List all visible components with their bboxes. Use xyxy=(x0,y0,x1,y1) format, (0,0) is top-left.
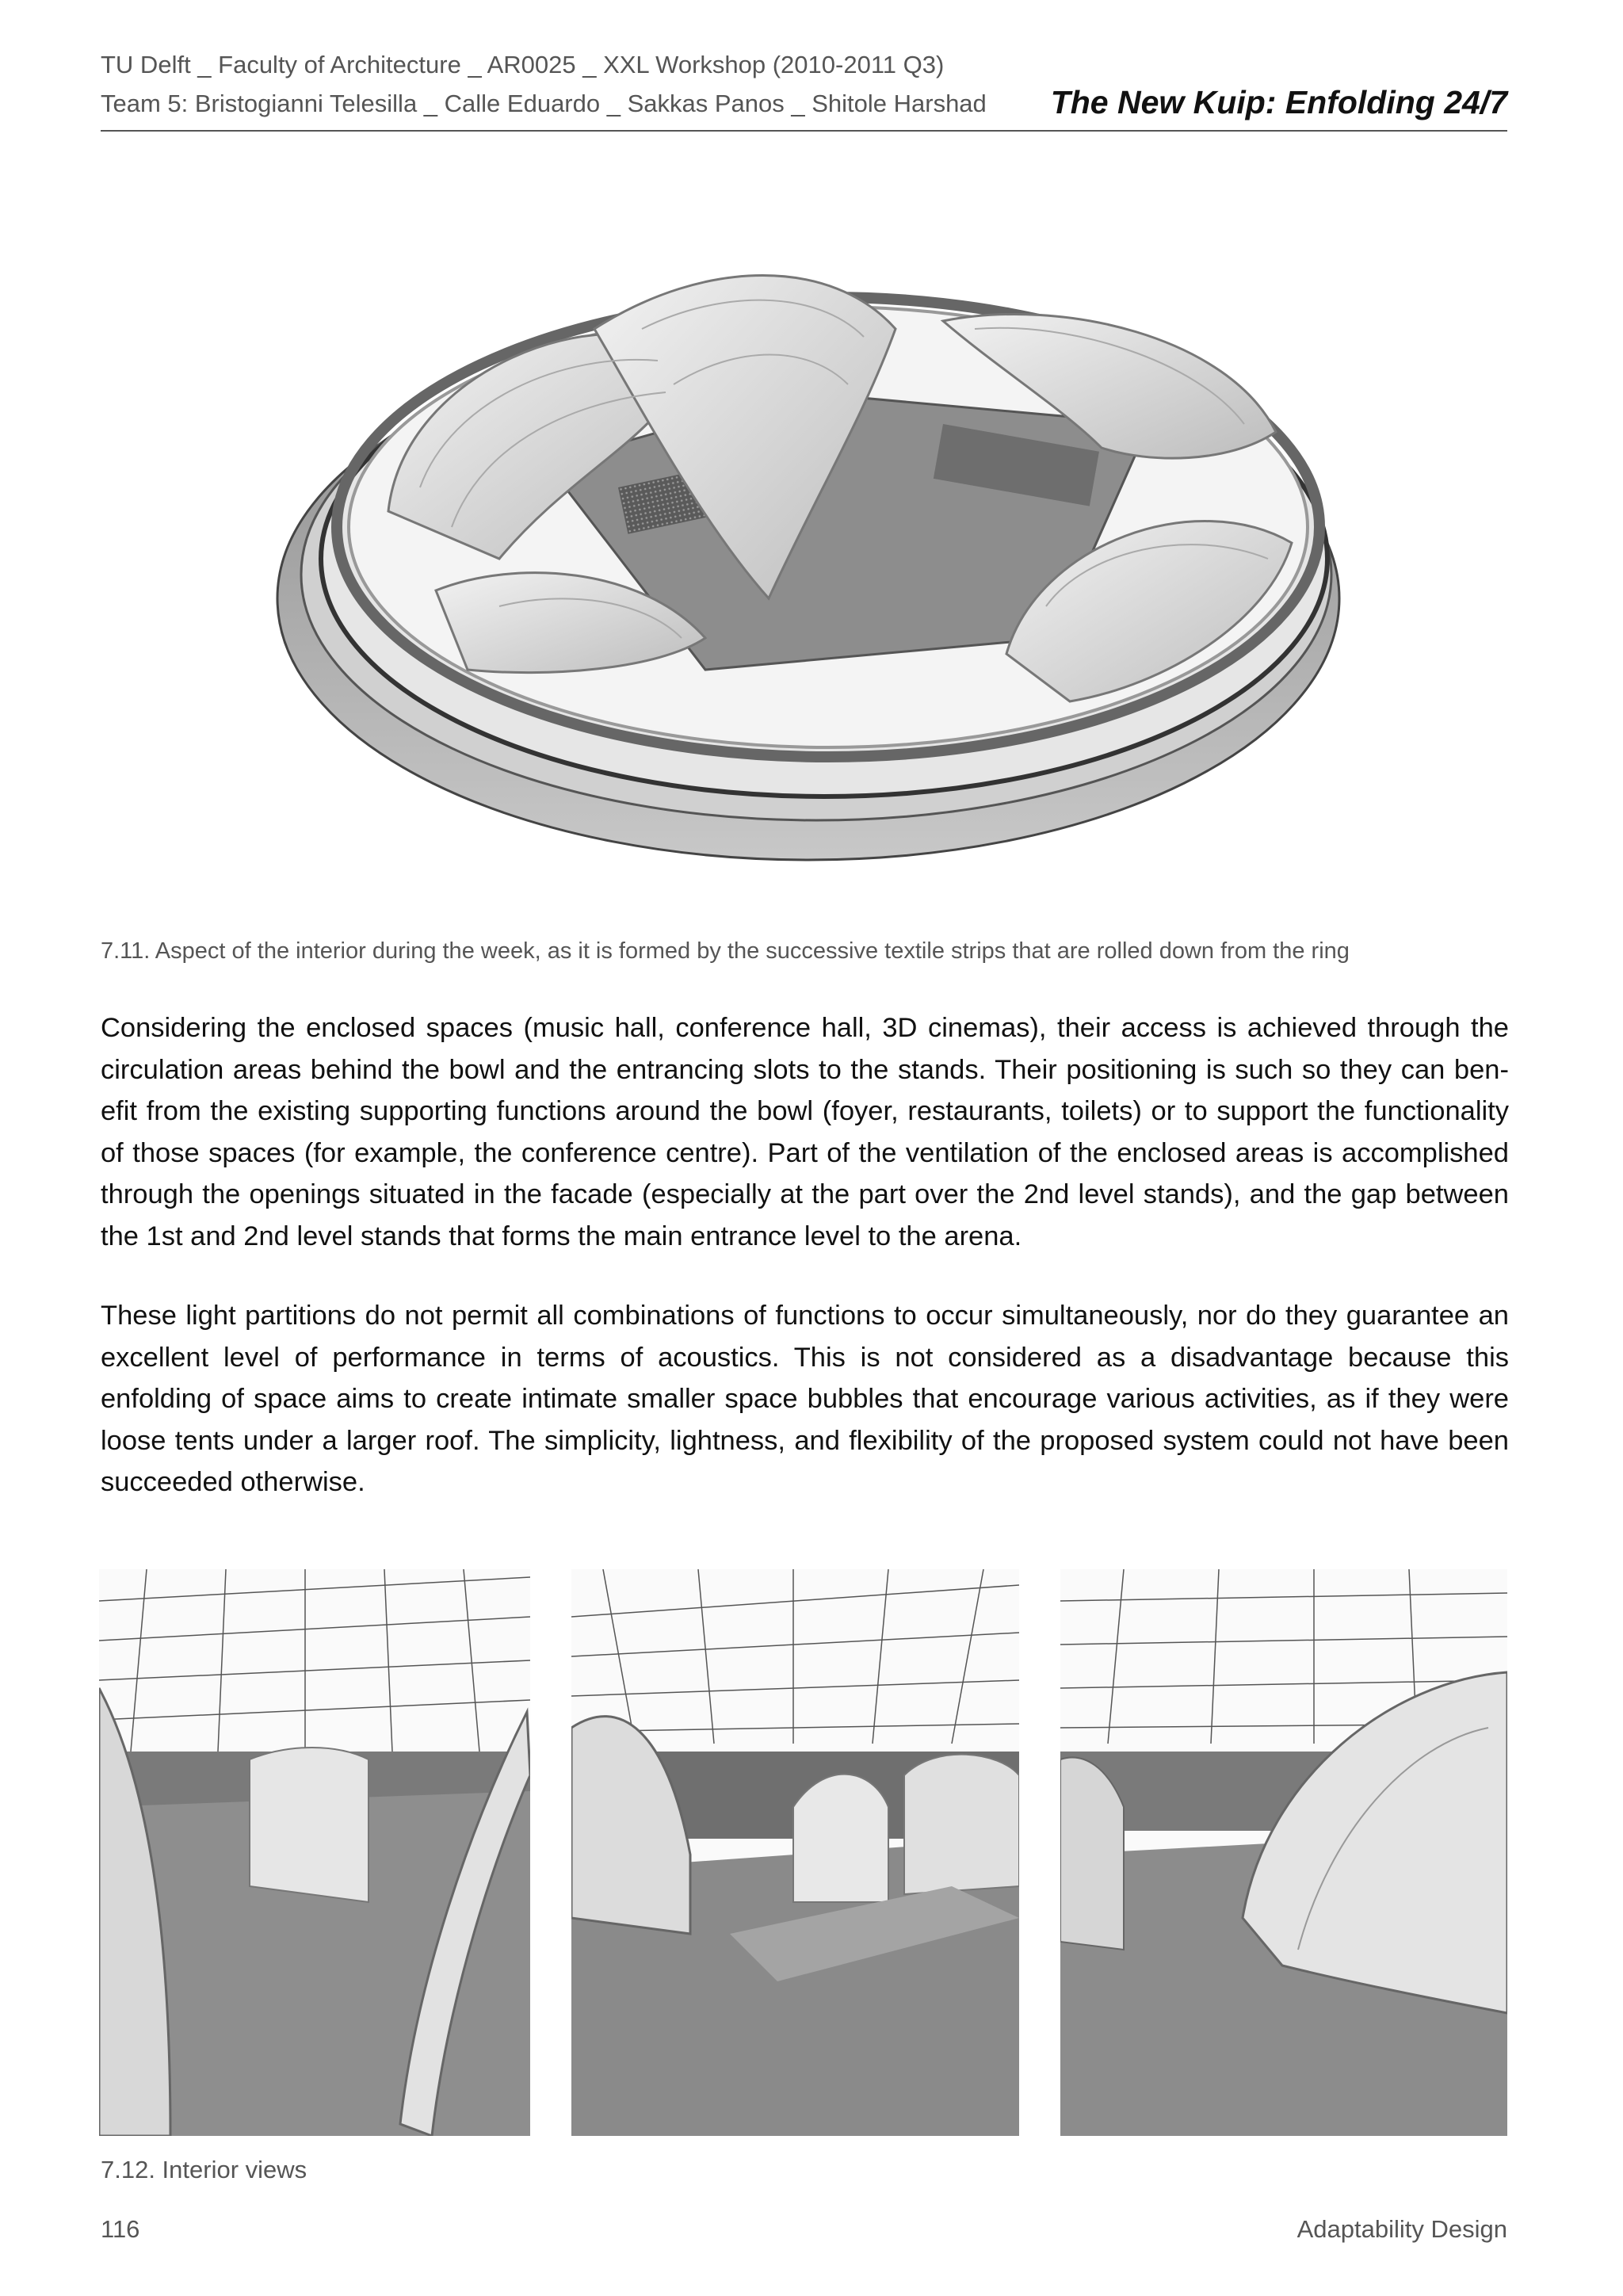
header-divider xyxy=(101,130,1507,132)
interior-view-3 xyxy=(1060,1569,1507,2136)
header-course-line: TU Delft _ Faculty of Architecture _ AR0025 _ XXL Workshop (2010-2011 Q3) xyxy=(101,51,945,78)
stadium-interior-figure xyxy=(262,226,1371,892)
page-header xyxy=(101,49,1507,132)
interior-views-figure xyxy=(99,1569,1507,2136)
header-team-line: Team 5: Bristogianni Telesilla _ Calle Eduardo _ Sakkas Panos _ Shitole Harshad xyxy=(101,90,987,117)
body-paragraph-2: These light partitions do not permit all combinations of functions to occur simultaneously, nor do they guarantee an excellent level of performance in terms of acoustics. This is not considered as a disadvantage because this enfolding of space aims to create intimate smaller space bubbles that encourage various activities, as if they were loose tents under a larger roof. The simplicity, lightness, and flexibility of the proposed system could not have been succeeded otherwise. xyxy=(101,1301,1509,1497)
interior-view-2 xyxy=(571,1569,1019,2136)
page-number: 116 xyxy=(101,2215,140,2243)
interior-view-1 xyxy=(99,1569,530,2136)
figure-caption-main: 7.11. Aspect of the interior during the week, as it is formed by the successive textile strips that are rolled down from the ring xyxy=(101,938,1350,964)
figure-caption-views: 7.12. Interior views xyxy=(101,2156,307,2183)
footer-section-title: Adaptability Design xyxy=(1296,2215,1507,2243)
body-paragraph-1: Considering the enclosed spaces (music hall, conference hall, 3D cinemas), their access is achieved through the circulation areas behind the bowl and the entrancing slots to the stands. Their positioning is such so they can ben-efit from the existing supporting functions around the bowl (foyer, restaurants, toilets) or to support the functionality of those spaces (for example, the conference centre). Part of the ventilation of the enclosed areas is accomplished through the openings situated in the facade (especially at the part over the 2nd level stands), and the gap between the 1st and 2nd level stands that forms the main entrance level to the arena. xyxy=(101,1013,1509,1251)
header-title: The New Kuip: Enfolding 24/7 xyxy=(1050,84,1507,120)
